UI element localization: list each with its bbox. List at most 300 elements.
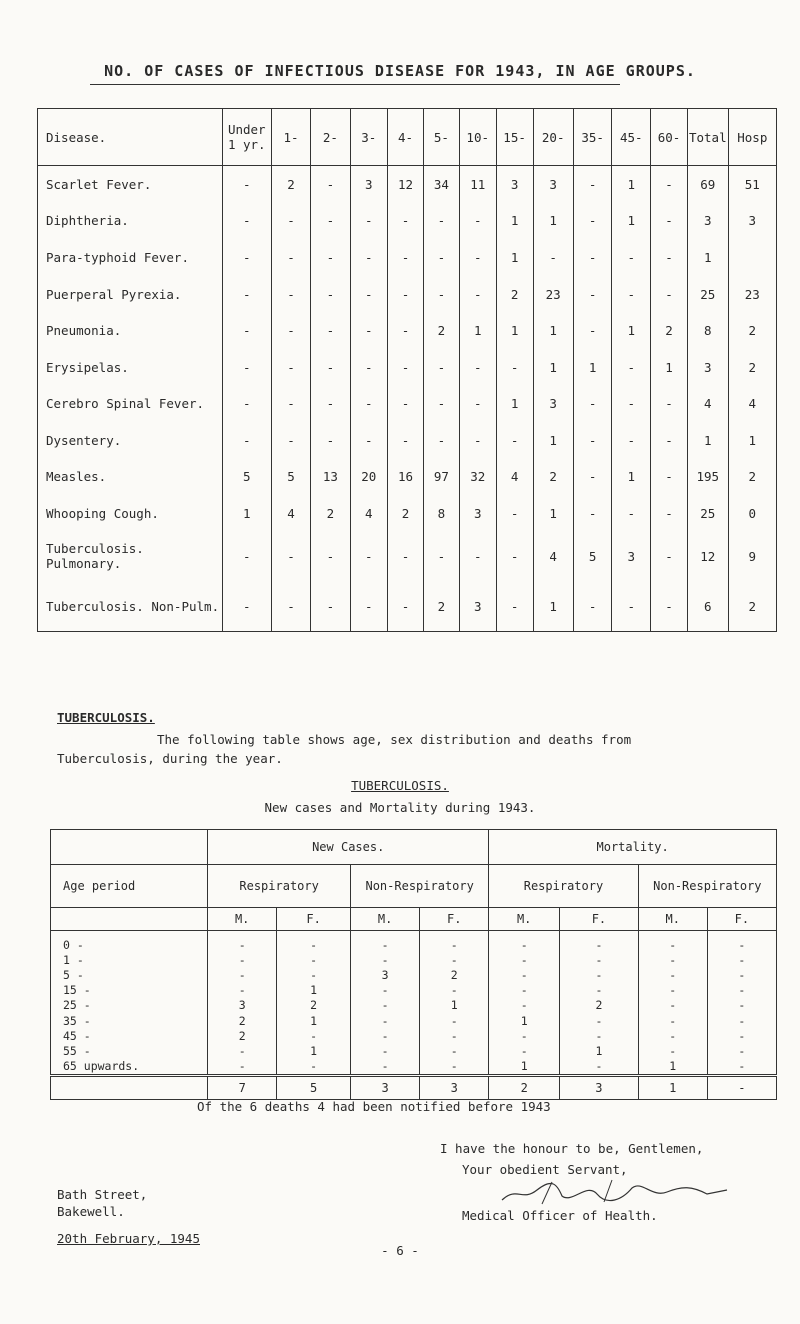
table-cell: 1: [489, 1013, 560, 1028]
table-cell: -: [573, 495, 612, 532]
table-cell: 1: [496, 239, 533, 276]
table-cell: -: [573, 422, 612, 459]
signatory-title: Medical Officer of Health.: [462, 1208, 658, 1223]
disease-name: Whooping Cough.: [46, 505, 159, 521]
type-header-row: [51, 865, 777, 908]
age-period: 5 -: [51, 967, 208, 982]
address-line: Bath Street,: [57, 1187, 148, 1202]
table-cell: -: [651, 385, 688, 422]
table-cell: -: [489, 998, 560, 1013]
table-cell: 4: [687, 385, 728, 422]
table-row: [38, 349, 777, 386]
table-cell: -: [388, 349, 424, 386]
table-cell: -: [311, 312, 350, 349]
address-line: Bakewell.: [57, 1204, 125, 1219]
table-cell: 3: [687, 203, 728, 240]
table-row: [38, 495, 777, 532]
column-header: Total: [687, 109, 728, 166]
table-cell: -: [533, 239, 573, 276]
table-cell: -: [612, 495, 651, 532]
table-cell: -: [311, 239, 350, 276]
column-header: 2-: [311, 109, 350, 166]
table-cell: -: [351, 998, 420, 1013]
table-cell: -: [638, 952, 707, 967]
table-cell: -: [651, 532, 688, 582]
paragraph-line: Tuberculosis, during the year.: [57, 751, 283, 766]
table-cell: -: [638, 983, 707, 998]
table-cell: 2: [420, 967, 489, 982]
table-cell: -: [388, 532, 424, 582]
table-row: [51, 952, 777, 967]
table-cell: -: [388, 276, 424, 313]
table-cell: -: [350, 239, 388, 276]
table2-title: TUBERCULOSIS.: [351, 778, 449, 793]
table-cell: 3: [351, 967, 420, 982]
table-cell: -: [350, 349, 388, 386]
table-cell: -: [311, 276, 350, 313]
table-cell: -: [489, 983, 560, 998]
table-cell: 1: [496, 203, 533, 240]
table-cell: -: [350, 422, 388, 459]
table-cell: -: [496, 581, 533, 631]
table-cell: -: [423, 239, 459, 276]
table-cell: -: [420, 1028, 489, 1043]
table-cell: 12: [388, 166, 424, 203]
table-row: [51, 967, 777, 982]
column-header: Non-Respiratory: [351, 865, 489, 908]
disease-name: Erysipelas.: [46, 359, 129, 375]
table-cell: -: [459, 349, 496, 386]
age-period: 25 -: [51, 998, 208, 1013]
table-cell: -: [222, 385, 271, 422]
disease-name: Cerebro Spinal Fever.: [46, 396, 205, 412]
table-cell: 4: [533, 532, 573, 582]
signature: [462, 1176, 762, 1206]
table-cell: -: [423, 349, 459, 386]
table-cell: -: [420, 983, 489, 998]
table-cell: 1: [496, 312, 533, 349]
table-cell: -: [707, 931, 776, 953]
table-cell: -: [459, 385, 496, 422]
table-cell: -: [271, 312, 310, 349]
disease-name: Para-typhoid Fever.: [46, 250, 189, 265]
table-cell: -: [208, 931, 277, 953]
table-cell: 2: [208, 1028, 277, 1043]
column-header: Hosp: [728, 109, 776, 166]
table-header-row: [38, 109, 777, 166]
table-cell: 1: [533, 203, 573, 240]
table2-subtitle: New cases and Mortality during 1943.: [264, 800, 536, 815]
table-cell: 4: [350, 495, 388, 532]
table-cell: -: [459, 532, 496, 582]
table-cell: 4: [728, 385, 776, 422]
group-header: Mortality.: [489, 830, 777, 865]
table-cell: 3: [350, 166, 388, 203]
column-header: 60-: [651, 109, 688, 166]
table-cell: -: [638, 931, 707, 953]
table-cell: -: [573, 312, 612, 349]
table-cell: -: [612, 276, 651, 313]
column-header: 4-: [388, 109, 424, 166]
table-cell: 2: [728, 349, 776, 386]
table-cell: 1: [612, 203, 651, 240]
table-cell: 3: [612, 532, 651, 582]
table-cell: -: [651, 581, 688, 631]
disease-name: Scarlet Fever.: [46, 176, 152, 192]
table-cell: -: [423, 276, 459, 313]
sex-header: M.: [489, 908, 560, 931]
table-cell: 2: [277, 998, 351, 1013]
table-row: [38, 166, 777, 203]
total-cell: 3: [560, 1075, 639, 1099]
totals-row: [51, 1075, 777, 1099]
table-cell: 97: [423, 459, 459, 496]
table-cell: -: [271, 276, 310, 313]
table-cell: -: [222, 239, 271, 276]
column-header: 5-: [423, 109, 459, 166]
table-cell: 1: [533, 349, 573, 386]
table-row: [51, 1043, 777, 1058]
total-cell: 2: [489, 1075, 560, 1099]
table-cell: -: [350, 532, 388, 582]
table-cell: 1: [687, 239, 728, 276]
table-cell: -: [638, 1043, 707, 1058]
total-cell: 7: [208, 1075, 277, 1099]
table-row: [38, 312, 777, 349]
table-cell: 1: [533, 581, 573, 631]
table-cell: -: [271, 349, 310, 386]
column-header: Respiratory: [208, 865, 351, 908]
table-row: [51, 1059, 777, 1076]
sex-header: F.: [420, 908, 489, 931]
table-cell: 1: [638, 1059, 707, 1076]
table-row: [38, 532, 777, 582]
table-cell: 1: [277, 1043, 351, 1058]
total-cell: 5: [277, 1075, 351, 1099]
table-cell: -: [420, 1013, 489, 1028]
table-cell: -: [496, 495, 533, 532]
column-header: Disease.: [38, 109, 223, 166]
column-header: 15-: [496, 109, 533, 166]
table-cell: -: [311, 385, 350, 422]
table-cell: -: [208, 1059, 277, 1076]
table-cell: -: [420, 1059, 489, 1076]
group-header-row: [51, 830, 777, 865]
table-cell: -: [489, 1028, 560, 1043]
table-cell: -: [612, 385, 651, 422]
table-cell: -: [222, 422, 271, 459]
table-cell: -: [350, 312, 388, 349]
table-cell: 1: [612, 459, 651, 496]
table-cell: -: [388, 581, 424, 631]
table-cell: 16: [388, 459, 424, 496]
table-cell: 1: [651, 349, 688, 386]
table-cell: -: [612, 422, 651, 459]
table-cell: -: [277, 967, 351, 982]
table-cell: 5: [222, 459, 271, 496]
age-period: 65 upwards.: [51, 1059, 208, 1076]
table-cell: -: [423, 532, 459, 582]
table-cell: 0: [728, 495, 776, 532]
column-header: Age period: [51, 865, 208, 908]
table-cell: -: [420, 931, 489, 953]
age-period: 15 -: [51, 983, 208, 998]
table-row: [38, 422, 777, 459]
page-title: NO. OF CASES OF INFECTIOUS DISEASE FOR 1943, IN AGE GROUPS.: [104, 62, 696, 80]
total-cell: 3: [420, 1075, 489, 1099]
total-cell: 1: [638, 1075, 707, 1099]
total-cell: -: [707, 1075, 776, 1099]
table-cell: -: [311, 581, 350, 631]
table-cell: -: [423, 422, 459, 459]
table-cell: -: [612, 581, 651, 631]
table-cell: -: [496, 349, 533, 386]
table-cell: -: [271, 239, 310, 276]
table-cell: 2: [208, 1013, 277, 1028]
age-period: 0 -: [51, 931, 208, 953]
table-cell: 1: [573, 349, 612, 386]
group-header: New Cases.: [208, 830, 489, 865]
table-cell: 3: [208, 998, 277, 1013]
table-cell: 1: [222, 495, 271, 532]
table-cell: -: [271, 532, 310, 582]
table-cell: 1: [533, 422, 573, 459]
letter-date: 20th February, 1945: [57, 1231, 200, 1246]
table-cell: -: [388, 239, 424, 276]
table-cell: -: [351, 1043, 420, 1058]
table-cell: -: [560, 1028, 639, 1043]
table-cell: 69: [687, 166, 728, 203]
table-cell: 2: [311, 495, 350, 532]
table-cell: -: [459, 239, 496, 276]
table-cell: -: [271, 203, 310, 240]
disease-name: Diphtheria.: [46, 213, 129, 229]
table-cell: 1: [533, 495, 573, 532]
age-period: 1 -: [51, 952, 208, 967]
table-cell: 3: [459, 495, 496, 532]
table-cell: 1: [533, 312, 573, 349]
sex-header: F.: [560, 908, 639, 931]
table-cell: 4: [271, 495, 310, 532]
table-cell: -: [707, 952, 776, 967]
table-cell: -: [277, 1059, 351, 1076]
page-number: - 6 -: [381, 1243, 419, 1258]
table-cell: 2: [496, 276, 533, 313]
table-cell: -: [707, 1043, 776, 1058]
table-cell: -: [459, 276, 496, 313]
table-cell: 20: [350, 459, 388, 496]
table-cell: -: [573, 459, 612, 496]
table-cell: 3: [533, 385, 573, 422]
table-cell: 1: [420, 998, 489, 1013]
table-cell: -: [222, 276, 271, 313]
table-cell: -: [277, 952, 351, 967]
table-row: [51, 931, 777, 953]
table-cell: -: [388, 385, 424, 422]
sex-header: F.: [277, 908, 351, 931]
table-cell: 8: [423, 495, 459, 532]
table-cell: 2: [423, 312, 459, 349]
disease-name: Dysentery.: [46, 432, 122, 448]
section-heading: TUBERCULOSIS.: [57, 710, 155, 725]
disease-name: Pneumonia.: [46, 323, 122, 339]
table-cell: -: [496, 532, 533, 582]
column-header: 45-: [612, 109, 651, 166]
table-cell: -: [638, 1013, 707, 1028]
table-cell: -: [612, 239, 651, 276]
table-cell: -: [651, 495, 688, 532]
table-cell: -: [612, 349, 651, 386]
table-cell: 1: [560, 1043, 639, 1058]
table-cell: 11: [459, 166, 496, 203]
table-cell: 1: [612, 166, 651, 203]
table-cell: -: [222, 203, 271, 240]
table-cell: -: [707, 1013, 776, 1028]
table-row: [51, 998, 777, 1013]
table-cell: 3: [728, 203, 776, 240]
table-cell: 9: [728, 532, 776, 582]
table-cell: 1: [496, 385, 533, 422]
column-header: 10-: [459, 109, 496, 166]
table-cell: -: [350, 203, 388, 240]
table-cell: -: [489, 952, 560, 967]
table-cell: -: [573, 276, 612, 313]
sex-header: F.: [707, 908, 776, 931]
table-cell: 5: [573, 532, 612, 582]
table-cell: 3: [496, 166, 533, 203]
sex-header: M.: [208, 908, 277, 931]
table-cell: -: [707, 998, 776, 1013]
column-header: Non-Respiratory: [638, 865, 776, 908]
table-cell: -: [222, 532, 271, 582]
table-cell: -: [271, 581, 310, 631]
table-cell: 1: [277, 1013, 351, 1028]
table-cell: -: [573, 239, 612, 276]
disease-name: Puerperal Pyrexia.: [46, 286, 182, 302]
table-cell: -: [388, 422, 424, 459]
table-cell: -: [651, 422, 688, 459]
sex-header-row: [51, 908, 777, 931]
table-cell: -: [208, 1043, 277, 1058]
column-header: 1-: [271, 109, 310, 166]
table-cell: 1: [489, 1059, 560, 1076]
table-row: [51, 983, 777, 998]
table-cell: -: [311, 532, 350, 582]
sex-header: M.: [638, 908, 707, 931]
column-header: Respiratory: [489, 865, 638, 908]
age-period: 45 -: [51, 1028, 208, 1043]
table-cell: [728, 239, 776, 276]
table-cell: 3: [687, 349, 728, 386]
table-cell: -: [222, 349, 271, 386]
table-cell: -: [350, 276, 388, 313]
section-paragraph: [57, 730, 757, 768]
table-cell: -: [651, 203, 688, 240]
table-cell: 1: [459, 312, 496, 349]
table-cell: -: [496, 422, 533, 459]
table-cell: -: [651, 166, 688, 203]
table-cell: -: [420, 952, 489, 967]
table-cell: -: [388, 203, 424, 240]
table-cell: -: [311, 203, 350, 240]
table-cell: -: [208, 952, 277, 967]
column-header: 35-: [573, 109, 612, 166]
table-cell: -: [420, 1043, 489, 1058]
table-cell: 25: [687, 495, 728, 532]
table-cell: -: [638, 967, 707, 982]
table-cell: 8: [687, 312, 728, 349]
table-cell: -: [351, 931, 420, 953]
table-cell: -: [651, 276, 688, 313]
table-cell: 2: [423, 581, 459, 631]
table-cell: -: [351, 1013, 420, 1028]
age-period: 35 -: [51, 1013, 208, 1028]
table-cell: 13: [311, 459, 350, 496]
table-cell: -: [573, 581, 612, 631]
paragraph-line: The following table shows age, sex distribution and deaths from: [157, 732, 632, 747]
table-cell: -: [222, 312, 271, 349]
table-cell: 3: [459, 581, 496, 631]
table-cell: -: [560, 967, 639, 982]
column-header: 20-: [533, 109, 573, 166]
table-cell: -: [271, 385, 310, 422]
table-cell: 2: [271, 166, 310, 203]
table-cell: 4: [496, 459, 533, 496]
table-cell: -: [351, 1059, 420, 1076]
table-cell: -: [388, 312, 424, 349]
table-cell: 3: [533, 166, 573, 203]
table-cell: -: [423, 385, 459, 422]
table-cell: -: [208, 983, 277, 998]
table-row: [38, 239, 777, 276]
table-cell: 1: [728, 422, 776, 459]
table-cell: -: [573, 203, 612, 240]
table-cell: -: [489, 967, 560, 982]
table-row: [38, 203, 777, 240]
table-cell: -: [560, 952, 639, 967]
table-cell: 1: [612, 312, 651, 349]
column-header: 3-: [350, 109, 388, 166]
table-cell: -: [651, 459, 688, 496]
table-cell: 51: [728, 166, 776, 203]
table-cell: -: [573, 166, 612, 203]
table-cell: -: [350, 385, 388, 422]
table-cell: -: [222, 581, 271, 631]
table-cell: -: [638, 998, 707, 1013]
table-cell: -: [707, 1059, 776, 1076]
table-row: [38, 276, 777, 313]
closing-line: Your obedient Servant,: [462, 1162, 628, 1177]
table-row: [38, 459, 777, 496]
table-cell: 6: [687, 581, 728, 631]
table-cell: 5: [271, 459, 310, 496]
table-cell: 23: [728, 276, 776, 313]
table-cell: -: [350, 581, 388, 631]
title-underline: [90, 84, 620, 85]
table-cell: -: [707, 967, 776, 982]
table-cell: -: [311, 349, 350, 386]
table-row: [38, 385, 777, 422]
table-cell: -: [423, 203, 459, 240]
table-cell: -: [573, 385, 612, 422]
table-cell: -: [489, 1043, 560, 1058]
table-cell: 1: [277, 983, 351, 998]
column-header: Under 1 yr.: [222, 109, 271, 166]
table-cell: 32: [459, 459, 496, 496]
table-cell: -: [351, 983, 420, 998]
table-cell: -: [271, 422, 310, 459]
table-cell: -: [351, 1028, 420, 1043]
